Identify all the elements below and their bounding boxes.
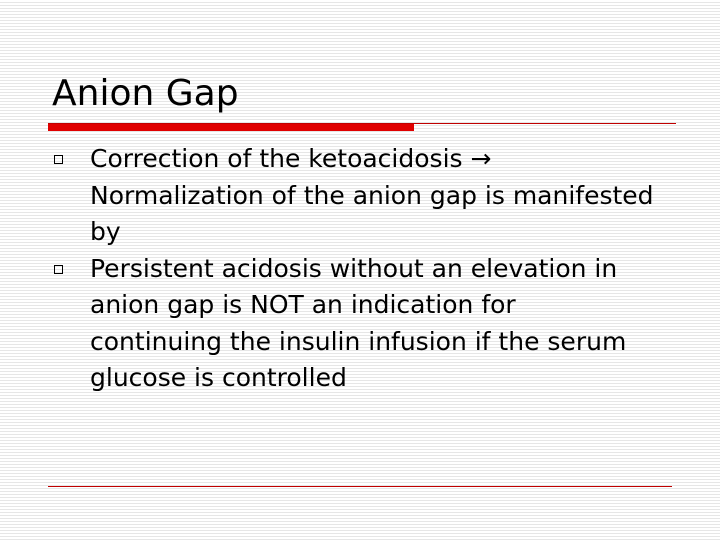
bullet-item — [54, 141, 654, 251]
bullet-item — [54, 251, 654, 397]
hollow-square-bullet-icon — [54, 155, 63, 164]
bullet-text: Persistent acidosis without an elevation in anion gap is NOT an indication for continuing the insulin infusion if the serum glucose is controlled — [90, 253, 627, 392]
title-accent-bar — [48, 124, 414, 131]
bullet-text: Correction of the ketoacidosis → Normalization of the anion gap is manifested by — [90, 144, 654, 246]
hollow-square-bullet-icon — [54, 265, 63, 274]
footer-rule — [48, 486, 672, 487]
slide-title: Anion Gap — [52, 73, 239, 114]
bullet-list — [54, 141, 654, 397]
